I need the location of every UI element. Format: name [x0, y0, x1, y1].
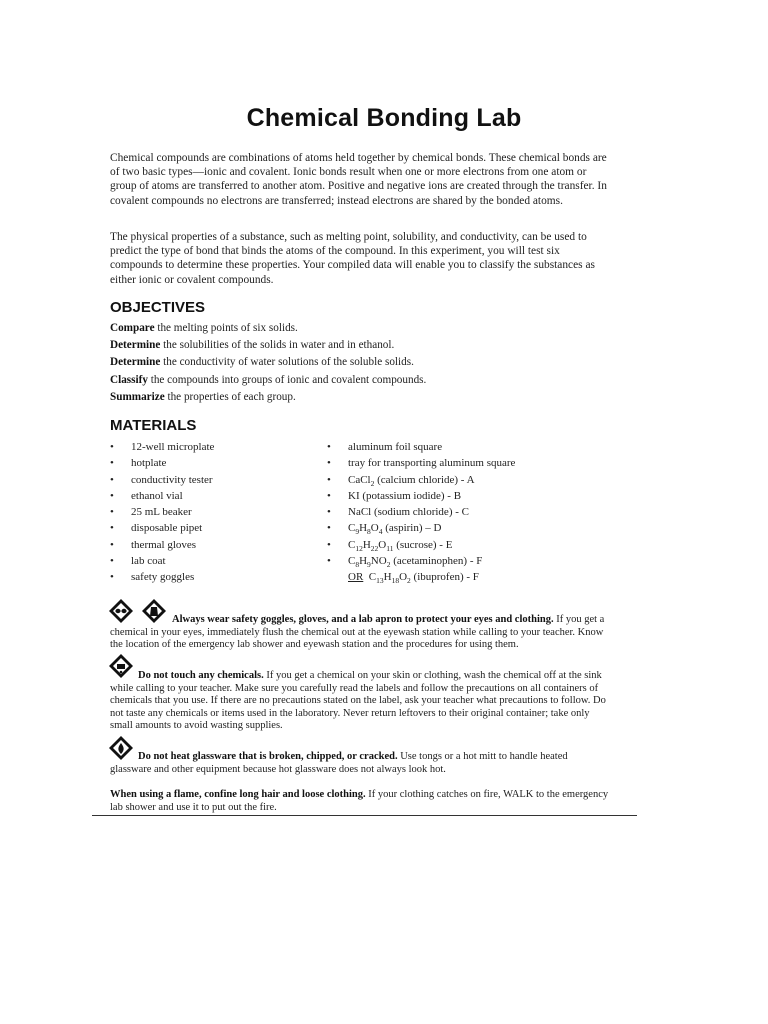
- material-item: [110, 472, 214, 488]
- objective-text: the solubilities of the solids in water and in ethanol.: [160, 339, 395, 352]
- material-item: [110, 537, 214, 553]
- material-label: ethanol vial: [131, 489, 183, 502]
- formula-subscript: 8: [355, 560, 360, 570]
- material-item: [110, 488, 214, 504]
- material-item: [110, 504, 214, 520]
- material-item-alternative: [327, 569, 515, 585]
- bullet: •: [327, 473, 331, 486]
- safety-note-chemicals: [110, 670, 610, 733]
- formula-part: C: [368, 571, 377, 584]
- bullet: •: [110, 441, 114, 453]
- material-label: disposable pipet: [131, 522, 203, 535]
- material-item: [327, 553, 515, 569]
- material-item: [327, 455, 515, 471]
- objective-item: [110, 320, 610, 337]
- objective-item: [110, 372, 610, 389]
- bullet: •: [110, 571, 114, 584]
- or-label: OR: [348, 571, 364, 584]
- materials-list-left: [110, 439, 214, 586]
- objective-text: the conductivity of water solutions of the soluble solids.: [160, 356, 414, 369]
- objectives-heading: OBJECTIVES: [110, 299, 206, 316]
- safety-rule-title: When using a flame, confine long hair and loose clothing.: [110, 789, 366, 800]
- objective-verb: Summarize: [110, 390, 165, 403]
- material-item: [327, 520, 515, 536]
- material-label: aluminum foil square: [348, 441, 443, 453]
- objective-verb: Classify: [110, 373, 148, 386]
- bullet: •: [110, 522, 114, 535]
- objective-item: [110, 389, 610, 406]
- formula-subscript: 9: [367, 560, 371, 570]
- compound-label: (ibuprofen) - F: [410, 571, 479, 584]
- formula-subscript: 18: [391, 576, 400, 586]
- material-label: safety goggles: [131, 571, 195, 584]
- bullet: •: [110, 555, 114, 568]
- bullet: •: [110, 506, 114, 519]
- objective-text: the properties of each group.: [164, 390, 296, 403]
- safety-rule-text: If you get a chemical on your skin or clothing, wash the chemical off at the sink while calling to your teacher. Make sure you carefully read the labels and follow the precautions on all containers of chemicals that you use. If there are no precautions stated on the label, ask your teacher what precautions to follow. Do not taste any chemicals or items used in the laboratory. Never return leftovers to their original container; take only small amounts to avoid wasting supplies.: [110, 670, 606, 732]
- material-item: [327, 504, 515, 520]
- formula-subscript: 11: [386, 543, 394, 553]
- material-label: lab coat: [131, 555, 166, 568]
- objective-verb: Determine: [110, 339, 161, 352]
- material-item: [110, 439, 214, 455]
- material-label: hotplate: [131, 457, 167, 470]
- bullet: •: [327, 457, 331, 470]
- intro-paragraph-1: Chemical compounds are combinations of atoms held together by chemical bonds. These chemical bonds are of two basic types—ionic and covalent. Ionic bonds result when one or more electrons from one atom or group of atoms are transferred to another atom. Positive and negative ions are created through the transfer. In covalent compounds no electrons are transferred; instead electrons are shared by the bonded atoms.: [110, 152, 607, 207]
- material-label: thermal gloves: [131, 538, 197, 551]
- formula-part: C: [348, 522, 356, 535]
- material-item: [327, 472, 515, 488]
- formula-part: C: [348, 555, 356, 568]
- formula-part: C: [348, 538, 356, 551]
- formula-subscript: 9: [355, 527, 360, 537]
- formula-subscript: 8: [367, 527, 371, 537]
- material-item: [110, 520, 214, 536]
- material-item: [327, 439, 515, 455]
- safety-rule-text: Use tongs or a hot mitt to handle heated glassware and other equipment because hot glassware does not always look hot.: [110, 751, 568, 775]
- materials-heading: MATERIALS: [110, 417, 197, 434]
- objective-text: the compounds into groups of ionic and covalent compounds.: [147, 373, 427, 386]
- compound-label: (sucrose) - E: [393, 538, 453, 551]
- material-item: [110, 553, 214, 569]
- bullet: •: [327, 506, 331, 519]
- formula-part: CaCl: [348, 473, 371, 486]
- safety-rule-title: Do not heat glassware that is broken, chipped, or cracked.: [138, 751, 398, 762]
- formula-part: O: [399, 571, 408, 584]
- bullet: •: [110, 489, 114, 502]
- formula-subscript: 4: [378, 527, 383, 537]
- bullet: •: [110, 457, 114, 470]
- bullet: •: [110, 473, 114, 486]
- objective-item: [110, 337, 610, 354]
- bullet: •: [110, 538, 114, 551]
- bullet: •: [327, 489, 331, 502]
- material-item: [327, 537, 515, 553]
- formula-part: O: [378, 538, 387, 551]
- bullet: •: [327, 522, 331, 535]
- objective-item: [110, 354, 610, 371]
- page-divider: [92, 815, 637, 816]
- formula-part: H: [383, 571, 392, 584]
- material-item: [110, 455, 214, 471]
- material-label: conductivity tester: [131, 473, 213, 486]
- compound-label: (acetaminophen) - F: [390, 555, 483, 568]
- formula-subscript: 22: [370, 543, 379, 553]
- formula-subscript: 12: [355, 543, 363, 553]
- formula-subscript: 2: [370, 478, 375, 488]
- document-title: Chemical Bonding Lab: [246, 104, 522, 132]
- intro-paragraph-2: The physical properties of a substance, such as melting point, solubility, and conductivity, can be used to predict the type of bond that binds the atoms of the compound. In this experiment, you will test six compounds to determine these properties. Your compiled data will enable you to classify the substances as either ionic or covalent compounds.: [110, 231, 595, 286]
- safety-rule-text: If you get a chemical in your eyes, immediately flush the chemical out at the eyewash station while calling to your teacher. Know the location of the emergency lab shower and eyewash station and the procedures for using them.: [110, 614, 605, 651]
- compound-label: (calcium chloride) - A: [374, 473, 475, 486]
- objective-verb: Compare: [110, 322, 155, 334]
- material-label: 25 mL beaker: [131, 506, 192, 519]
- material-label: KI (potassium iodide) - B: [348, 489, 462, 502]
- formula-subscript: 2: [386, 560, 391, 570]
- safety-rule-text: If your clothing catches on fire, WALK to the emergency lab shower and use it to put out the fire.: [110, 789, 609, 813]
- material-label: NaCl (sodium chloride) - C: [348, 506, 469, 519]
- safety-note-goggles: [110, 614, 610, 652]
- material-label: 12-well microplate: [131, 441, 215, 453]
- compound-label: (aspirin) – D: [382, 522, 442, 535]
- bullet: •: [327, 538, 331, 551]
- safety-note-flame: [110, 789, 610, 814]
- safety-rule-title: Always wear safety goggles, gloves, and a lab apron to protect your eyes and clothing.: [172, 614, 554, 625]
- bullet: •: [327, 555, 331, 568]
- formula-part: O: [370, 522, 379, 535]
- objective-verb: Determine: [110, 356, 161, 369]
- formula-part: NO: [370, 555, 387, 568]
- bullet: •: [327, 441, 331, 453]
- formula-subscript: 13: [376, 576, 384, 586]
- material-label: tray for transporting aluminum square: [348, 457, 516, 470]
- material-item: [110, 569, 214, 585]
- formula-subscript: 2: [407, 576, 411, 586]
- materials-list-right: [327, 439, 515, 586]
- safety-rule-title: Do not touch any chemicals.: [138, 670, 264, 681]
- objectives-list: [110, 320, 610, 406]
- formula-part: H: [359, 522, 368, 535]
- material-item: [327, 488, 515, 504]
- formula-part: H: [362, 538, 371, 551]
- objective-text: the melting points of six solids.: [154, 322, 298, 334]
- formula-part: H: [359, 555, 368, 568]
- safety-note-glassware: [110, 751, 610, 776]
